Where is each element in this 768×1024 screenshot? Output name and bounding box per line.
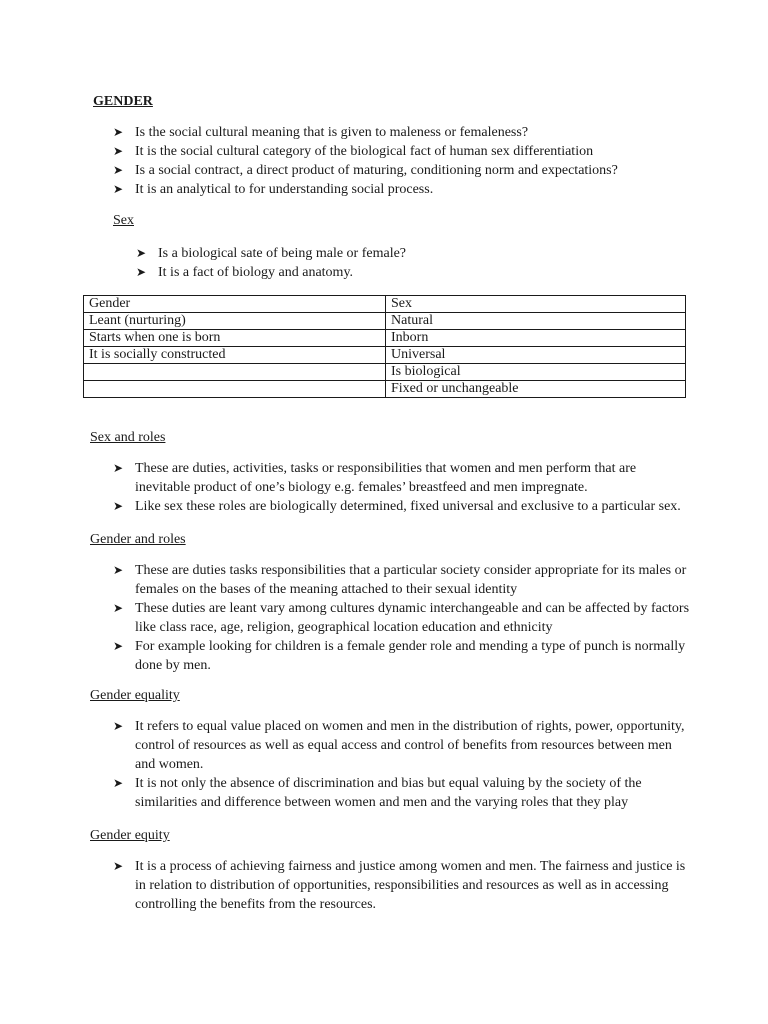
section-heading-gender-equality: Gender equality [90,688,180,703]
list-item-text: Is the social cultural meaning that is given to maleness or femaleness? [135,125,529,140]
arrowhead-bullet-icon: ➤ [113,601,124,615]
gender-equity-list [113,857,693,914]
sex-roles-list [113,459,693,516]
list-item [113,180,713,199]
table-cell: Inborn [386,330,686,347]
list-item [136,244,696,263]
list-item-text: Is a biological sate of being male or female? [158,246,407,261]
arrowhead-bullet-icon: ➤ [113,719,124,733]
list-item-text: It is a fact of biology and anatomy. [158,265,354,280]
table-header-row [84,296,686,313]
arrowhead-bullet-icon: ➤ [113,461,124,475]
arrowhead-bullet-icon: ➤ [113,639,124,653]
page-title: GENDER [93,94,153,109]
table-cell [84,381,386,398]
list-item [113,459,693,497]
table-cell: Universal [386,347,686,364]
list-item [113,717,693,774]
arrowhead-bullet-icon: ➤ [113,182,124,196]
list-item [113,161,713,180]
arrowhead-bullet-icon: ➤ [113,163,124,177]
arrowhead-bullet-icon: ➤ [113,563,124,577]
list-item-text: It is a process of achieving fairness and justice among women and men. The fairness and justice is in relation to distribution of opportunities, responsibilities and resources as well as in accessing controlling the benefits from the resources. [135,859,686,912]
list-item [113,497,693,516]
list-item-text: These are duties tasks responsibilities that a particular society consider appropriate for its males or females on the bases of the meaning attached to their sexual identity [135,563,687,597]
list-item [113,599,693,637]
list-item [136,263,696,282]
section-heading-gender-and-roles: Gender and roles [90,532,186,547]
arrowhead-bullet-icon: ➤ [136,246,147,260]
list-item [113,123,713,142]
sex-definition-list [136,244,696,282]
list-item-text: It is not only the absence of discrimination and bias but equal valuing by the society of the similarities and difference between women and men and the varying roles that they play [135,776,642,810]
gender-roles-list [113,561,693,675]
gender-sex-comparison-table [83,295,686,398]
table-row [84,364,686,381]
section-heading-sex: Sex [113,213,134,228]
arrowhead-bullet-icon: ➤ [113,859,124,873]
table-row [84,313,686,330]
section-heading-sex-and-roles: Sex and roles [90,430,166,445]
table-row [84,330,686,347]
section-heading-gender-equity: Gender equity [90,828,170,843]
list-item-text: It is the social cultural category of the biological fact of human sex differentiation [135,144,594,159]
list-item-text: It refers to equal value placed on women and men in the distribution of rights, power, opportunity, control of resources as well as equal access and control of benefits from resources between men and women. [135,719,685,772]
list-item-text: Like sex these roles are biologically determined, fixed universal and exclusive to a particular sex. [135,499,681,514]
table-row [84,381,686,398]
arrowhead-bullet-icon: ➤ [113,776,124,790]
table-cell [84,364,386,381]
list-item-text: These duties are leant vary among cultures dynamic interchangeable and can be affected by factors like class race, age, religion, geographical location education and ethnicity [135,601,690,635]
list-item-text: For example looking for children is a female gender role and mending a type of punch is normally done by men. [135,639,686,673]
arrowhead-bullet-icon: ➤ [113,144,124,158]
table-cell: Natural [386,313,686,330]
list-item-text: It is an analytical to for understanding social process. [135,182,434,197]
table-header-cell: Sex [386,296,686,313]
table-cell: Starts when one is born [84,330,386,347]
arrowhead-bullet-icon: ➤ [136,265,147,279]
list-item [113,142,713,161]
list-item-text: Is a social contract, a direct product of maturing, conditioning norm and expectations? [135,163,618,178]
arrowhead-bullet-icon: ➤ [113,499,124,513]
list-item [113,774,693,812]
list-item-text: These are duties, activities, tasks or responsibilities that women and men perform that are inevitable product of one’s biology e.g. females’ breastfeed and men impregnate. [135,461,637,495]
table-cell: Leant (nurturing) [84,313,386,330]
table-header-cell: Gender [84,296,386,313]
table-cell: Fixed or unchangeable [386,381,686,398]
table-row [84,347,686,364]
table-cell: Is biological [386,364,686,381]
table-cell: It is socially constructed [84,347,386,364]
list-item [113,637,693,675]
list-item [113,561,693,599]
gender-definition-list [113,123,713,199]
list-item [113,857,693,914]
gender-equality-list [113,717,693,812]
arrowhead-bullet-icon: ➤ [113,125,124,139]
